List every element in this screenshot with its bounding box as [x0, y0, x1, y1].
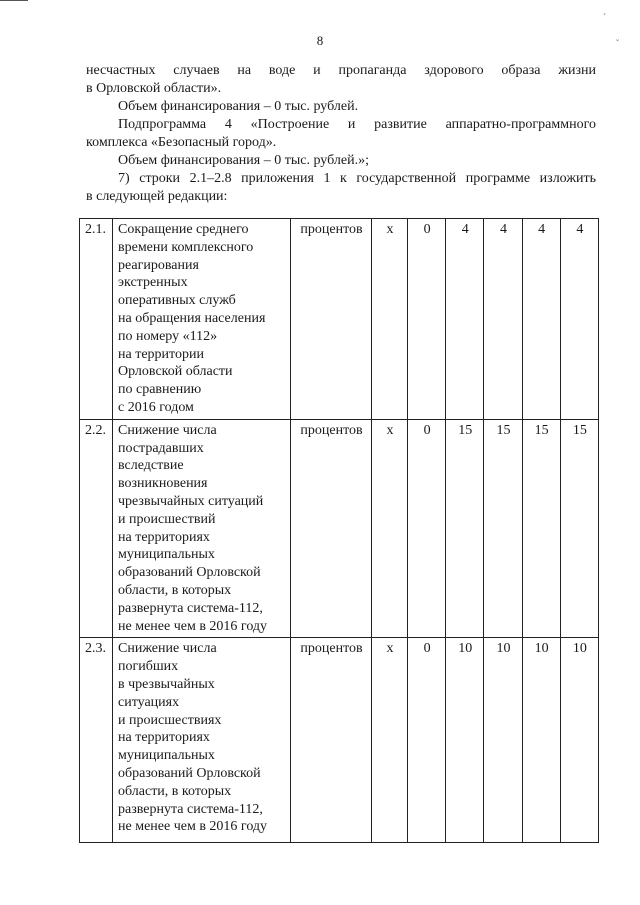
indicator-name-line: образований Орловской [118, 765, 261, 781]
indicator-name-line: на территориях [118, 529, 210, 545]
corner-scan-mark [0, 0, 28, 5]
indicator-name-line: по номеру «112» [118, 328, 218, 344]
instruction-paragraph-line: в следующей редакции: [86, 189, 228, 204]
row-number: 2.3. [80, 638, 113, 843]
subprogram-paragraph-line: Подпрограмма 4 «Построение и развитие аппаратно-программного [118, 117, 596, 132]
indicator-name-line: Снижение числа [118, 641, 217, 657]
value-cell: 15 [522, 419, 560, 638]
indicator-name-line: реагирования [118, 257, 199, 273]
value-cell: 0 [408, 419, 446, 638]
value-cell: 15 [560, 419, 598, 638]
indicator-name-line: области, в которых [118, 783, 232, 799]
page-number: 8 [316, 33, 324, 48]
value-cell: 0 [408, 219, 446, 420]
indicator-name-line: образований Орловской [118, 565, 261, 581]
indicator-name-line: Сокращение среднего [118, 222, 249, 237]
indicator-name-line: ситуациях [118, 694, 180, 710]
row-number: 2.2. [80, 419, 113, 638]
value-cell: 10 [560, 638, 598, 843]
indicator-name-line: на обращения населения [118, 310, 266, 326]
indicator-name-line: на территориях [118, 730, 210, 746]
indicators-table [79, 218, 599, 843]
funding-paragraph: Объем финансирования – 0 тыс. рублей.»; [118, 153, 369, 168]
indicator-name-line: области, в которых [118, 582, 232, 598]
value-cell: 4 [484, 219, 522, 420]
indicator-name-line: на территории [118, 346, 204, 362]
indicator-name-line: и происшествиях [118, 712, 222, 728]
value-cell: 10 [446, 638, 484, 843]
value-cell: 10 [522, 638, 560, 843]
base-value-cell: х [372, 638, 408, 843]
indicator-name-line: не менее чем в 2016 году [118, 618, 268, 634]
scan-speck: ´ [603, 12, 606, 22]
paragraph-line: в Орловской области». [86, 81, 222, 96]
indicator-name-line: муниципальных [118, 748, 215, 764]
table-row [80, 419, 599, 638]
value-cell: 4 [560, 219, 598, 420]
unit-cell: процентов [291, 219, 372, 420]
unit-cell: процентов [291, 419, 372, 638]
value-cell: 4 [522, 219, 560, 420]
indicator-name [113, 219, 291, 420]
indicator-name-line: погибших [118, 659, 179, 675]
indicator-name [113, 638, 291, 843]
indicator-name [113, 419, 291, 638]
table-row [80, 638, 599, 843]
indicator-name-line: по сравнению [118, 382, 202, 398]
value-cell: 15 [446, 419, 484, 638]
scan-speck: ˘ [616, 38, 619, 48]
indicator-name-line: развернута система-112, [118, 600, 263, 616]
paragraph-line: несчастных случаев на воде и пропаганда здорового образа жизни [86, 63, 596, 78]
indicator-name-line: пострадавших [118, 440, 204, 456]
funding-paragraph: Объем финансирования – 0 тыс. рублей. [118, 99, 359, 114]
base-value-cell: х [372, 419, 408, 638]
unit-cell: процентов [291, 638, 372, 843]
table-row [80, 219, 599, 420]
indicator-name-line: не менее чем в 2016 году [118, 819, 268, 835]
instruction-paragraph-line: 7) строки 2.1–2.8 приложения 1 к государственной программе изложить [118, 171, 596, 186]
base-value-cell: х [372, 219, 408, 420]
indicator-name-line: Орловской области [118, 364, 233, 380]
indicator-name-line: развернута система-112, [118, 801, 263, 817]
indicator-name-line: с 2016 годом [118, 399, 194, 415]
indicator-name-line: времени комплексного [118, 239, 254, 255]
indicator-name-line: оперативных служб [118, 293, 236, 309]
indicator-name-line: муниципальных [118, 547, 215, 563]
value-cell: 4 [446, 219, 484, 420]
value-cell: 0 [408, 638, 446, 843]
value-cell: 15 [484, 419, 522, 638]
indicator-name-line: возникновения [118, 476, 208, 492]
indicator-name-line: экстренных [118, 275, 188, 291]
indicator-name-line: в чрезвычайных [118, 676, 215, 692]
subprogram-paragraph-line: комплекса «Безопасный город». [86, 135, 277, 150]
indicator-name-line: чрезвычайных ситуаций [118, 493, 264, 509]
indicator-name-line: и происшествий [118, 511, 216, 527]
value-cell: 10 [484, 638, 522, 843]
row-number: 2.1. [80, 219, 113, 420]
indicator-name-line: Снижение числа [118, 422, 217, 438]
indicator-name-line: вследствие [118, 458, 184, 474]
